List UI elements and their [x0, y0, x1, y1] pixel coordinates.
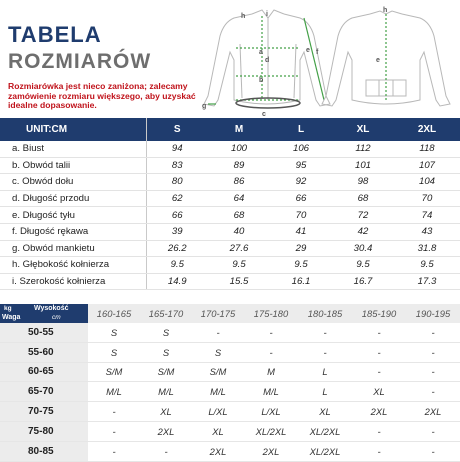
row-label: b. Obwód talii — [0, 157, 146, 174]
cell: - — [406, 342, 460, 362]
size-col-m: M — [208, 118, 270, 141]
size-col-l: L — [270, 118, 332, 141]
cell: - — [298, 323, 352, 342]
cell: 72 — [332, 207, 394, 224]
cell: 107 — [394, 157, 460, 174]
cell: 14.9 — [146, 273, 208, 290]
height-header-label: Wysokość — [34, 305, 69, 312]
fit-chart-table — [0, 304, 460, 462]
cell: 43 — [394, 223, 460, 240]
cell: 101 — [332, 157, 394, 174]
cell: 2XL — [192, 441, 244, 461]
cell: S — [140, 323, 192, 342]
row-label: f. Długość rękawa — [0, 223, 146, 240]
cell: XL — [140, 402, 192, 422]
cell: 39 — [146, 223, 208, 240]
cell: 66 — [146, 207, 208, 224]
cell: 26.2 — [146, 240, 208, 257]
cell: 68 — [332, 190, 394, 207]
row-label: i. Szerokość kołnierza — [0, 273, 146, 290]
cell: - — [352, 362, 406, 382]
unit-label: UNIT:CM — [0, 118, 146, 141]
cell: M/L — [192, 382, 244, 402]
cell: 98 — [332, 174, 394, 191]
cell: 9.5 — [394, 257, 460, 274]
row-label: e. Długość tyłu — [0, 207, 146, 224]
cell: - — [406, 323, 460, 342]
cell: - — [88, 402, 140, 422]
cell: S — [192, 342, 244, 362]
cell: 112 — [332, 141, 394, 157]
table-row — [0, 323, 460, 342]
height-col: 175-180 — [244, 304, 298, 323]
cell: 106 — [270, 141, 332, 157]
cell: - — [352, 421, 406, 441]
cell: 70 — [394, 190, 460, 207]
weight-label: 50-55 — [0, 323, 88, 342]
cell: 16.1 — [270, 273, 332, 290]
row-label: d. Długość przodu — [0, 190, 146, 207]
weight-label: 60-65 — [0, 362, 88, 382]
cell: 2XL — [244, 441, 298, 461]
cell: S — [140, 342, 192, 362]
cell: 83 — [146, 157, 208, 174]
cell: - — [406, 362, 460, 382]
cell: S — [88, 323, 140, 342]
label-h-front: h — [241, 13, 246, 20]
label-d-front: d — [265, 57, 270, 64]
weight-label: 80-85 — [0, 441, 88, 461]
cell: 100 — [208, 141, 270, 157]
size-chart-table — [0, 118, 460, 290]
table-row — [0, 207, 460, 224]
cell: - — [88, 421, 140, 441]
cell: L — [298, 382, 352, 402]
weight-header-label: Waga — [2, 314, 21, 321]
cell: L/XL — [244, 402, 298, 422]
cell: XL/2XL — [298, 441, 352, 461]
cell: 9.5 — [270, 257, 332, 274]
row-label: h. Głębokość kołnierza — [0, 257, 146, 274]
label-e-front: e — [306, 47, 310, 54]
cell: 2XL — [140, 421, 192, 441]
cell: M — [244, 362, 298, 382]
height-col: 185-190 — [352, 304, 406, 323]
cell: 41 — [270, 223, 332, 240]
cell: XL — [352, 382, 406, 402]
table-row — [0, 157, 460, 174]
cell: M/L — [140, 382, 192, 402]
height-col: 165-170 — [140, 304, 192, 323]
cell: 17.3 — [394, 273, 460, 290]
cell: - — [352, 441, 406, 461]
label-i-front: i — [266, 11, 268, 18]
cell: 104 — [394, 174, 460, 191]
cell: 9.5 — [146, 257, 208, 274]
weight-label: 55-60 — [0, 342, 88, 362]
cell: - — [244, 342, 298, 362]
label-f-front: f — [316, 49, 319, 56]
cell: 62 — [146, 190, 208, 207]
cell: 94 — [146, 141, 208, 157]
cell: 92 — [270, 174, 332, 191]
cell: XL — [298, 402, 352, 422]
jersey-illustration — [200, 4, 460, 116]
cell: XL — [192, 421, 244, 441]
table-row — [0, 421, 460, 441]
cell: - — [140, 441, 192, 461]
label-c-front: c — [262, 111, 266, 116]
cell: - — [244, 323, 298, 342]
label-e-back: e — [376, 57, 380, 64]
label-b-front: b — [259, 77, 264, 84]
table-row — [0, 141, 460, 157]
cell: 31.8 — [394, 240, 460, 257]
cell: 74 — [394, 207, 460, 224]
table-row — [0, 441, 460, 461]
table-row — [0, 240, 460, 257]
size-col-2xl: 2XL — [394, 118, 460, 141]
row-label: a. Biust — [0, 141, 146, 157]
cell: 42 — [332, 223, 394, 240]
cell: S/M — [192, 362, 244, 382]
height-col: 190-195 — [406, 304, 460, 323]
cell: 16.7 — [332, 273, 394, 290]
table-row — [0, 174, 460, 191]
sizing-note: Rozmiarówka jest nieco zaniżona; zalecamy zamówienie rozmiaru większego, aby uzyskać idealne dopasowanie. — [8, 81, 196, 111]
label-a-front: a — [259, 49, 263, 56]
cm-unit-label: cm — [52, 314, 61, 321]
cell: 95 — [270, 157, 332, 174]
label-h-back: h — [383, 7, 388, 14]
table-row — [0, 190, 460, 207]
row-label: g. Obwód mankietu — [0, 240, 146, 257]
cell: 29 — [270, 240, 332, 257]
cell: 86 — [208, 174, 270, 191]
table-row — [0, 342, 460, 362]
cell: - — [406, 421, 460, 441]
cell: 80 — [146, 174, 208, 191]
cell: 89 — [208, 157, 270, 174]
weight-label: 65-70 — [0, 382, 88, 402]
fit-chart-header — [0, 304, 460, 323]
cell: - — [406, 382, 460, 402]
table-row — [0, 273, 460, 290]
table-row — [0, 402, 460, 422]
page-title: TABELA — [8, 22, 102, 47]
cell: - — [298, 342, 352, 362]
size-col-xl: XL — [332, 118, 394, 141]
cell: - — [192, 323, 244, 342]
size-chart-header — [0, 118, 460, 141]
cell: 2XL — [352, 402, 406, 422]
table-row — [0, 223, 460, 240]
cell: 118 — [394, 141, 460, 157]
cell: 40 — [208, 223, 270, 240]
row-label: c. Obwód dołu — [0, 174, 146, 191]
cell: 9.5 — [208, 257, 270, 274]
cell: - — [352, 323, 406, 342]
cell: S/M — [140, 362, 192, 382]
cell: XL/2XL — [298, 421, 352, 441]
weight-label: 75-80 — [0, 421, 88, 441]
cell: - — [88, 441, 140, 461]
cell: 9.5 — [332, 257, 394, 274]
cell: M/L — [244, 382, 298, 402]
cell: S — [88, 342, 140, 362]
height-col: 160-165 — [88, 304, 140, 323]
cell: 2XL — [406, 402, 460, 422]
label-g-front: g — [202, 103, 207, 110]
fit-corner-header — [0, 304, 88, 323]
table-row — [0, 257, 460, 274]
cell: 30.4 — [332, 240, 394, 257]
cell: 27.6 — [208, 240, 270, 257]
table-row — [0, 382, 460, 402]
page-subtitle: ROZMIARÓW — [8, 50, 152, 73]
weight-label: 70-75 — [0, 402, 88, 422]
height-col: 180-185 — [298, 304, 352, 323]
cell: 66 — [270, 190, 332, 207]
cell: L/XL — [192, 402, 244, 422]
cell: 15.5 — [208, 273, 270, 290]
table-row — [0, 362, 460, 382]
cell: - — [406, 441, 460, 461]
cell: - — [352, 342, 406, 362]
kg-unit-label: kg — [4, 305, 12, 312]
cell: M/L — [88, 382, 140, 402]
cell: 70 — [270, 207, 332, 224]
cell: 68 — [208, 207, 270, 224]
cell: XL/2XL — [244, 421, 298, 441]
cell: S/M — [88, 362, 140, 382]
height-col: 170-175 — [192, 304, 244, 323]
cell: L — [298, 362, 352, 382]
cell: 64 — [208, 190, 270, 207]
size-col-s: S — [146, 118, 208, 141]
